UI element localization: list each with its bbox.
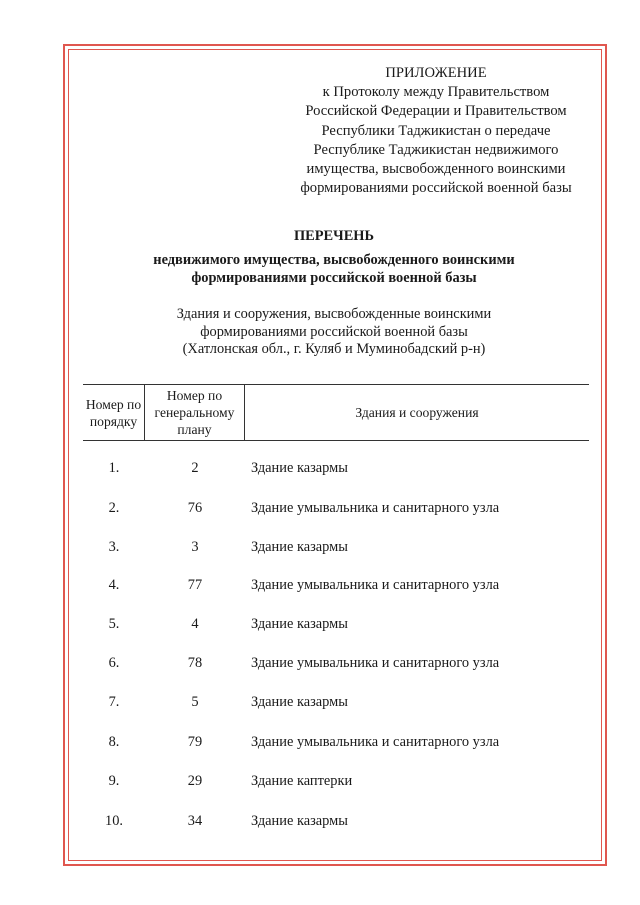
title-block <box>90 227 578 359</box>
description-line: (Хатлонская обл., г. Куляб и Муминобадский р-н) <box>182 341 486 357</box>
row-order-number: 9. <box>108 773 120 789</box>
row-plan-number: 29 <box>187 773 203 789</box>
row-plan-number: 77 <box>187 577 203 593</box>
row-order-number: 3. <box>108 539 120 555</box>
annex-heading: ПРИЛОЖЕНИЕ <box>385 65 487 81</box>
table-row <box>83 460 589 480</box>
row-plan-number: 79 <box>187 734 203 750</box>
annex-line: к Протоколу между Правительством <box>322 84 550 101</box>
row-order-number: 4. <box>108 577 120 593</box>
table-row <box>83 616 589 636</box>
section-description <box>90 306 578 359</box>
table-row <box>83 655 589 675</box>
row-plan-number: 78 <box>187 655 203 671</box>
table-row <box>83 694 589 714</box>
row-order-number: 8. <box>108 734 120 750</box>
row-building-name: Здание казармы <box>251 616 348 632</box>
row-order-number: 6. <box>108 655 120 671</box>
description-line: формированиями российской военной базы <box>200 323 468 340</box>
row-plan-number: 4 <box>191 616 199 632</box>
annex-line: имущества, высвобожденного воинскими <box>306 161 566 178</box>
document-title: ПЕРЕЧЕНЬ <box>293 228 375 244</box>
row-plan-number: 76 <box>187 500 203 516</box>
row-building-name: Здание умывальника и санитарного узла <box>251 577 500 593</box>
row-building-name: Здание каптерки <box>251 773 353 789</box>
header-order-number: Номер по порядку <box>83 385 145 440</box>
row-building-name: Здание казармы <box>251 694 348 710</box>
table-row <box>83 500 589 520</box>
header-plan-number: Номер по генеральному плану <box>145 385 245 440</box>
row-building-name: Здание казармы <box>251 460 348 476</box>
row-order-number: 5. <box>108 616 120 632</box>
row-building-name: Здание умывальника и санитарного узла <box>251 500 500 516</box>
row-building-name: Здание казармы <box>251 539 348 555</box>
table-row <box>83 539 589 559</box>
subtitle-line: формированиями российской военной базы <box>191 270 477 286</box>
row-plan-number: 3 <box>191 539 199 555</box>
row-building-name: Здание умывальника и санитарного узла <box>251 734 500 750</box>
description-line: Здания и сооружения, высвобожденные воинскими <box>176 306 492 322</box>
row-order-number: 10. <box>105 813 123 829</box>
annex-line: Российской Федерации и Правительством <box>305 103 567 120</box>
row-plan-number: 34 <box>187 813 203 829</box>
row-order-number: 2. <box>108 500 120 516</box>
table-row <box>83 734 589 754</box>
table-row <box>83 577 589 597</box>
annex-block <box>286 64 586 198</box>
row-building-name: Здание казармы <box>251 813 348 829</box>
row-plan-number: 5 <box>191 694 199 710</box>
annex-line: Республике Таджикистан недвижимого <box>313 141 559 158</box>
row-order-number: 1. <box>108 460 120 476</box>
subtitle-line: недвижимого имущества, высвобожденного воинскими <box>153 252 515 268</box>
row-plan-number: 2 <box>191 460 199 476</box>
row-order-number: 7. <box>108 694 120 710</box>
row-building-name: Здание умывальника и санитарного узла <box>251 655 500 671</box>
table-header <box>83 384 589 441</box>
header-buildings: Здания и сооружения <box>355 405 479 420</box>
table-row <box>83 813 589 833</box>
table-row <box>83 773 589 793</box>
document-subtitle <box>90 251 578 287</box>
annex-line: Республики Таджикистан о передаче <box>321 122 551 139</box>
annex-line: формированиями российской военной базы <box>300 180 572 197</box>
